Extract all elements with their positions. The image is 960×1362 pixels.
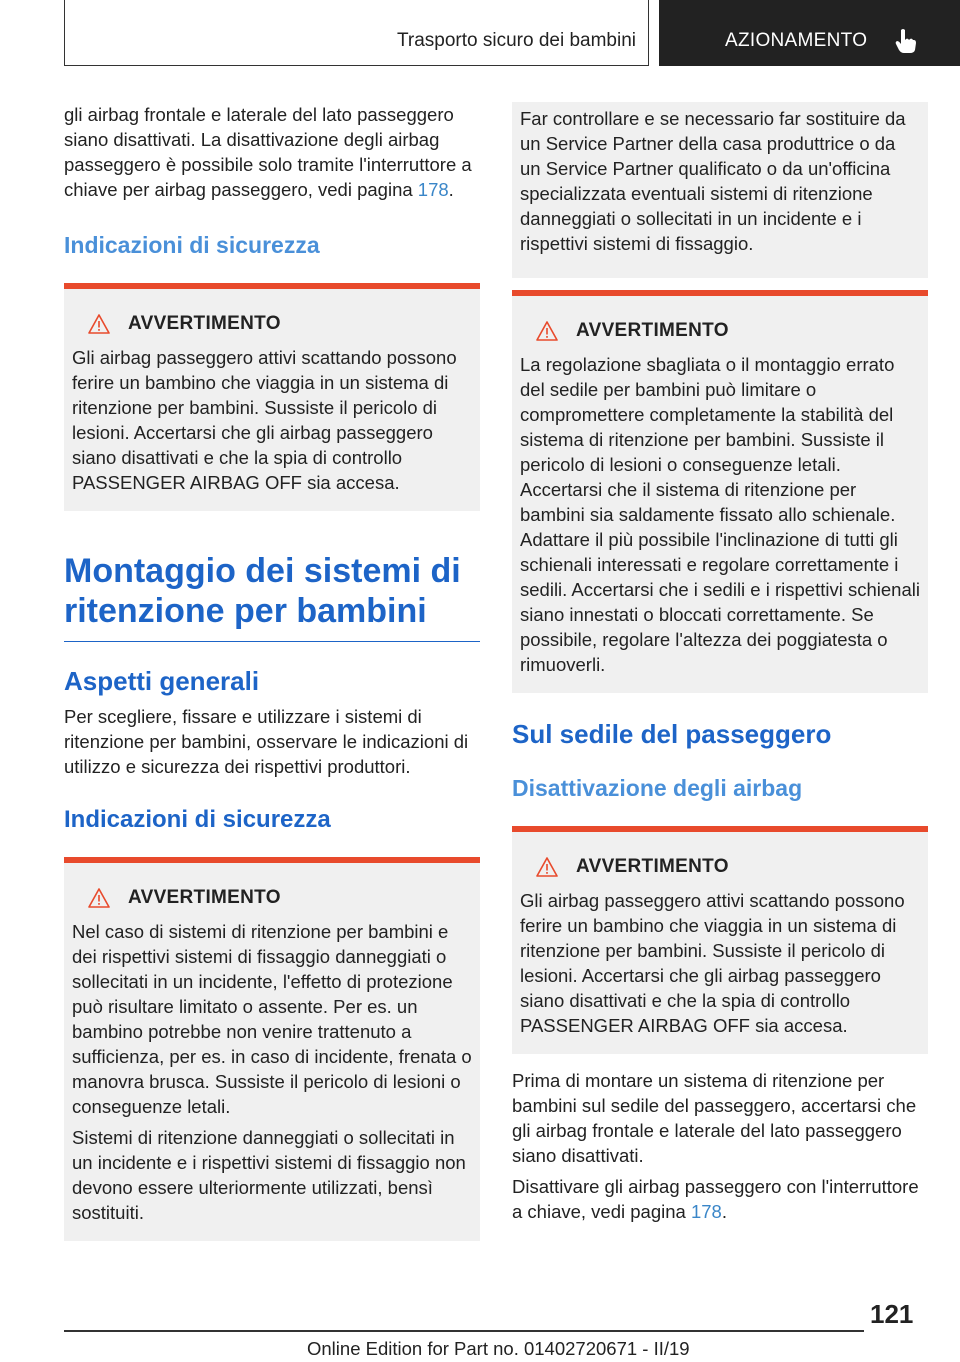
right-column	[512, 102, 928, 1224]
warning-box	[512, 826, 928, 1054]
hand-pointer-icon	[895, 28, 917, 54]
warning-box	[512, 290, 928, 693]
edition-footer: Online Edition for Part no. 01402720671 - II/19	[307, 1338, 690, 1359]
subsection-heading: Aspetti generali	[64, 666, 260, 696]
subsection-heading: Sul sedile del passeggero	[512, 719, 832, 749]
header-chapter-tab	[659, 0, 960, 66]
deactivate-paragraph: Disattivare gli airbag passeggero con l'interruttore a chiave, vedi pagina 178.	[512, 1176, 919, 1222]
continued-note-box	[512, 102, 928, 278]
subsubsection-heading: Disattivazione degli airbag	[512, 775, 803, 801]
warning-box	[64, 857, 480, 1241]
header-section-tab	[64, 0, 649, 66]
footer-divider	[64, 1330, 864, 1332]
warning-label: AVVERTIMENTO	[576, 856, 729, 877]
chapter-title: AZIONAMENTO	[725, 30, 868, 51]
continued-paragraph: Far controllare e se necessario far sostituire da un Service Partner della casa produttrice o da un Service Partner qualificato o da un'officina specializzata eventuali sistemi di ritenzione danneggiati o sollecitati in un incidente e i rispettivi sistemi di fissaggio.	[520, 108, 906, 254]
warning-label: AVVERTIMENTO	[128, 887, 281, 908]
warning-text: La regolazione sbagliata o il montaggio errato del sedile per bambini può limitare o compromettere completamente la stabilità del sistema di ritenzione per bambini. Sussiste il pericolo di lesioni o conseguenze letali. Accertarsi che il sistema di ritenzione per bambini sia saldamente fissato allo schienale. Adattare il più possibile l'inclinazione di tutti gli schienali interessati e regolare correttamente i sedili. Accertarsi che i sedili e i rispettivi schienali siano innestati o bloccati correttamente. Se possibile, regolare l'altezza dei poggiatesta o rimuoverli.	[520, 354, 920, 675]
warning-triangle-icon	[536, 321, 558, 341]
warning-text: Gli airbag passeggero attivi scattando possono ferire un bambino che viaggia in un sistema di ritenzione per bambini. Sussiste il pericolo di lesioni. Accertarsi che gli airbag passeggero siano disattivati e che la spia di controllo PASSENGER AIRBAG OFF sia accesa.	[520, 890, 905, 1036]
left-column	[64, 102, 480, 1241]
page-link[interactable]: 178	[690, 1201, 722, 1222]
warning-text: Nel caso di sistemi di ritenzione per bambini e dei rispettivi sistemi di fissaggio danneggiati o sollecitati in un incidente, l'effetto di protezione può risultare limitato o assente. Per es. un bambino potrebbe non venire trattenuto a sufficienza, per es. in caso di incidente, frenata o manovra brusca. Sussiste il pericolo di lesioni o conseguenze letali.	[72, 921, 472, 1117]
section-title: Trasporto sicuro dei bambini	[396, 30, 636, 51]
general-paragraph: Per scegliere, fissare e utilizzare i sistemi di ritenzione per bambini, osservare le indicazioni di utilizzo e sicurezza dei rispettivi produttori.	[64, 706, 469, 777]
before-paragraph: Prima di montare un sistema di ritenzione per bambini sul sedile del passeggero, accertarsi che gli airbag frontale e laterale del lato passeggero siano disattivati.	[512, 1070, 917, 1166]
safety-heading: Indicazioni di sicurezza	[64, 806, 331, 833]
warning-triangle-icon	[88, 888, 110, 908]
intro-paragraph: gli airbag frontale e laterale del lato passeggero siano disattivati. La disattivazione degli airbag passeggero è possibile solo tramite l'interruttore a chiave per airbag passeggero, vedi pagina 178.	[64, 104, 472, 200]
warning-triangle-icon	[88, 314, 110, 334]
safety-heading: Indicazioni di sicurezza	[64, 232, 320, 258]
warning-text: Gli airbag passeggero attivi scattando possono ferire un bambino che viaggia in un sistema di ritenzione per bambini. Sussiste il pericolo di lesioni. Accertarsi che gli airbag passeggero siano disattivati e che la spia di controllo PASSENGER AIRBAG OFF sia accesa.	[72, 347, 457, 493]
warning-text: Sistemi di ritenzione danneggiati o sollecitati in un incidente e i rispettivi sistemi di fissaggio non devono essere ulteriormente utilizzati, bensì sostituiti.	[72, 1127, 466, 1223]
warning-box	[64, 283, 480, 511]
main-section-heading: Montaggio dei sistemi di ritenzione per bambini	[64, 551, 480, 642]
warning-label: AVVERTIMENTO	[128, 313, 281, 334]
page-link[interactable]: 178	[417, 179, 449, 200]
warning-triangle-icon	[536, 857, 558, 877]
warning-label: AVVERTIMENTO	[576, 320, 729, 341]
page-number: 121	[870, 1299, 914, 1329]
